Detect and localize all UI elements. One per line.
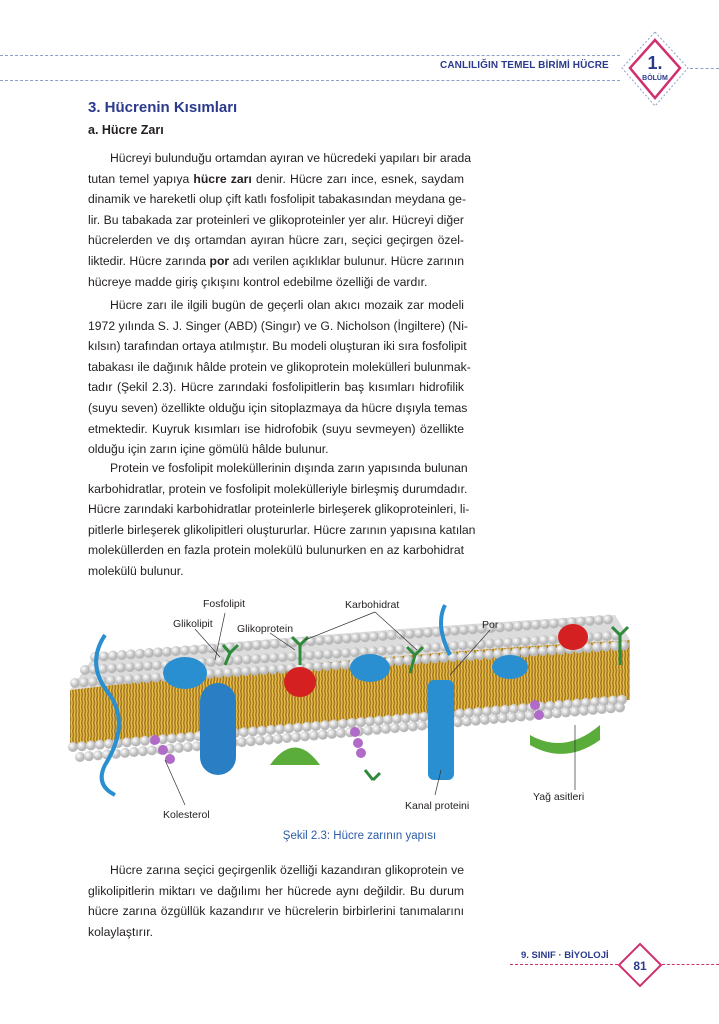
- phospholipid-head: [116, 663, 126, 673]
- phospholipid-head: [529, 647, 539, 657]
- phospholipid-head: [579, 706, 589, 716]
- phospholipid-head: [246, 736, 256, 746]
- phospholipid-head: [122, 737, 132, 747]
- text-segment: liktedir. Hücre zarında: [88, 253, 210, 268]
- phospholipid-head: [176, 733, 186, 743]
- phospholipid-head: [75, 752, 85, 762]
- label-por: Por: [482, 619, 499, 631]
- phospholipid-head: [518, 703, 528, 713]
- phospholipid-head: [494, 638, 504, 648]
- phospholipid-head: [151, 672, 161, 682]
- phospholipid-head: [455, 709, 465, 719]
- phospholipid-head: [509, 704, 519, 714]
- phospholipid-head: [88, 677, 98, 687]
- phospholipid-head: [450, 626, 460, 636]
- phospholipid-head: [467, 640, 477, 650]
- phospholipid-head: [543, 709, 553, 719]
- phospholipid-head: [522, 620, 532, 630]
- phospholipid-head: [475, 650, 485, 660]
- text-line: Hücre zarındaki karbohidratlar proteinlerle birleşerek glikoproteinleri, li-: [88, 502, 470, 517]
- phospholipid-head: [342, 634, 352, 644]
- text-line: Hücreyi bulunduğu ortamdan ayıran ve hücredeki yapıları bir arada: [110, 151, 472, 165]
- phospholipid-head: [482, 706, 492, 716]
- phospholipid-head: [332, 649, 342, 659]
- phospholipid-head: [549, 618, 559, 628]
- phospholipid-head: [408, 721, 418, 731]
- phospholipid-head: [360, 632, 370, 642]
- phospholipid-head: [322, 661, 332, 671]
- phospholipid-head: [241, 666, 251, 676]
- phospholipid-head: [464, 708, 474, 718]
- phospholipid-head: [77, 741, 87, 751]
- phospholipid-head: [525, 711, 535, 721]
- phospholipid-head: [365, 716, 375, 726]
- phospholipid-head: [93, 750, 103, 760]
- text-segment: adı verilen açıklıklar bulunur. Hücre zarının: [229, 253, 465, 268]
- phospholipid-head: [503, 637, 513, 647]
- phospholipid-head: [387, 630, 397, 640]
- phospholipid-head: [327, 729, 337, 739]
- phospholipid-head: [378, 631, 388, 641]
- phospholipid-head: [340, 660, 350, 670]
- phospholipid-head: [117, 650, 127, 660]
- phospholipid-head: [449, 641, 459, 651]
- phospholipid-head: [363, 726, 373, 736]
- text-line: karbohidratlar, protein ve fosfolipit molekülleriyle birleşmiş durumdadır.: [88, 481, 468, 496]
- phospholipid-head: [261, 640, 271, 650]
- phospholipid-head: [270, 639, 280, 649]
- phospholipid-head: [80, 665, 90, 675]
- phospholipid-head: [107, 663, 117, 673]
- phospholipid-head: [266, 725, 276, 735]
- phospholipid-head: [356, 717, 366, 727]
- phospholipid-head: [134, 661, 144, 671]
- phospholipid-head: [383, 715, 393, 725]
- phospholipid-head: [570, 707, 580, 717]
- phospholipid-head: [585, 616, 595, 626]
- phospholipid-head: [180, 645, 190, 655]
- phospholipid-head: [401, 713, 411, 723]
- phospholipid-head: [498, 713, 508, 723]
- phospholipid-head: [237, 737, 247, 747]
- phospholipid-head: [473, 707, 483, 717]
- phospholipid-head: [106, 676, 116, 686]
- unit-badge: [620, 30, 690, 110]
- phospholipid-head: [131, 737, 141, 747]
- phospholipid-head: [239, 727, 249, 737]
- phospholipid-head: [144, 648, 154, 658]
- paragraph: [88, 295, 471, 460]
- phospholipid-head: [268, 664, 278, 674]
- phospholipid-head: [421, 654, 431, 664]
- phospholipid-head: [338, 719, 348, 729]
- phospholipid-head: [147, 745, 157, 755]
- phospholipid-head: [381, 724, 391, 734]
- text-line: pitlerle birleşerek glikolipitleri oluştururlar. Hücre zarının yapısına katılan: [88, 522, 476, 537]
- phospholipid-head: [341, 648, 351, 658]
- phospholipid-head: [410, 713, 420, 723]
- footer-book-title: 9. SINIF · BİYOLOJİ: [521, 950, 609, 961]
- phospholipid-head: [277, 664, 287, 674]
- phospholipid-head: [386, 645, 396, 655]
- label-fosfolipit: Fosfolipit: [203, 598, 246, 610]
- paragraph: [88, 458, 476, 582]
- phospholipid-head: [394, 656, 404, 666]
- phospholipid-head: [516, 712, 526, 722]
- label-karbohidrat: Karbohidrat: [345, 599, 400, 611]
- phospholipid-head: [86, 740, 96, 750]
- phospholipid-head: [282, 733, 292, 743]
- phospholipid-head: [84, 751, 94, 761]
- phospholipid-head: [395, 645, 405, 655]
- section-subtitle: a. Hücre Zarı: [88, 123, 164, 137]
- phospholipid-head: [174, 743, 184, 753]
- phospholipid-head: [251, 654, 261, 664]
- phospholipid-head: [500, 705, 510, 715]
- text-line: tabakası ile dağınık hâlde protein ve glikoprotein molekülleri bulunmak-: [88, 359, 471, 374]
- paragraph: [88, 860, 464, 942]
- phospholipid-head: [99, 651, 109, 661]
- header-rule-top: [0, 55, 620, 56]
- text-segment: tutan temel yapıya: [88, 171, 194, 186]
- phospholipid-head: [531, 620, 541, 630]
- phospholipid-head: [273, 734, 283, 744]
- bold-term: por: [209, 253, 230, 268]
- phospholipid-head: [520, 647, 530, 657]
- phospholipid-head: [248, 726, 258, 736]
- phospholipid-head: [323, 649, 333, 659]
- phospholipid-head: [115, 675, 125, 685]
- text-line: olduğu için zarın içine gömülü hâlde bulunur.: [88, 442, 329, 457]
- phospholipid-head: [215, 656, 225, 666]
- phospholipid-head: [287, 652, 297, 662]
- phospholipid-head: [331, 660, 341, 670]
- phospholipid-head: [430, 653, 440, 663]
- phospholipid-head: [390, 723, 400, 733]
- phospholipid-head: [615, 702, 625, 712]
- phospholipid-head: [250, 666, 260, 676]
- phospholipid-head: [129, 747, 139, 757]
- phospholipid-head: [278, 652, 288, 662]
- phospholipid-head: [108, 651, 118, 661]
- phospholipid-head: [457, 652, 467, 662]
- phospholipid-head: [606, 703, 616, 713]
- phospholipid-head: [260, 653, 270, 663]
- figure-caption: Şekil 2.3: Hücre zarının yapısı: [282, 830, 437, 842]
- text-line: molekülü bulunur.: [88, 563, 184, 578]
- phospholipid-head: [417, 721, 427, 731]
- phospholipid-head: [333, 634, 343, 644]
- phospholipid-head: [484, 650, 494, 660]
- paragraph: [88, 148, 472, 292]
- phospholipid-head: [259, 665, 269, 675]
- phospholipid-head: [305, 650, 315, 660]
- phospholipid-head: [480, 715, 490, 725]
- phospholipid-head: [324, 635, 334, 645]
- phospholipid-head: [588, 705, 598, 715]
- phospholipid-head: [485, 639, 495, 649]
- phospholipid-head: [491, 706, 501, 716]
- phospholipid-head: [414, 628, 424, 638]
- page-number-badge: [617, 942, 663, 988]
- phospholipid-head: [471, 716, 481, 726]
- label-glikolipit: Glikolipit: [173, 618, 213, 630]
- phospholipid-head: [453, 717, 463, 727]
- peripheral-protein: [492, 655, 528, 679]
- phospholipid-head: [593, 632, 603, 642]
- phospholipid-head: [561, 707, 571, 717]
- phospholipid-head: [552, 708, 562, 718]
- phospholipid-head: [351, 633, 361, 643]
- text-line: Hücre zarına seçici geçirgenlik özelliği kazandıran glikoprotein ve: [110, 863, 464, 877]
- phospholipid-head: [458, 640, 468, 650]
- text-line: hücrelerden ve dış ortamdan ayıran hücre zarı, seçici geçirgen özel-: [88, 233, 464, 248]
- header-rule-bottom: [0, 80, 620, 81]
- phospholipid-head: [279, 638, 289, 648]
- phospholipid-head: [374, 716, 384, 726]
- text-line: etmektedir. Kuyruk kısımları ise hidrofobik (suyu sevmeyen) özellikte: [88, 421, 464, 436]
- section-title: 3. Hücrenin Kısımları: [88, 99, 238, 116]
- phospholipid-head: [601, 642, 611, 652]
- phospholipid-head: [311, 721, 321, 731]
- phospholipid-head: [95, 740, 105, 750]
- phospholipid-head: [126, 649, 136, 659]
- phospholipid-head: [350, 647, 360, 657]
- text-line: tadır (Şekil 2.3). Hücre zarındaki fosfolipitlerin baş kısımları hidrofilik: [88, 380, 464, 395]
- phospholipid-head: [252, 640, 262, 650]
- phospholipid-head: [459, 625, 469, 635]
- phospholipid-head: [302, 722, 312, 732]
- phospholipid-head: [291, 732, 301, 742]
- header-rule-right: [690, 68, 719, 69]
- phospholipid-head: [462, 716, 472, 726]
- phospholipid-head: [603, 615, 613, 625]
- phospholipid-head: [466, 651, 476, 661]
- phospholipid-head: [255, 735, 265, 745]
- phospholipid-head: [257, 726, 267, 736]
- phospholipid-head: [521, 636, 531, 646]
- phospholipid-head: [68, 742, 78, 752]
- phospholipid-head: [223, 668, 233, 678]
- phospholipid-head: [592, 642, 602, 652]
- phospholipid-head: [320, 720, 330, 730]
- phospholipid-head: [347, 718, 357, 728]
- text-line: glikolipitlerin miktarı ve dağılımı her hücrede aynı değildir. Bu durum: [88, 883, 464, 898]
- phospholipid-head: [405, 629, 415, 639]
- phospholipid-head: [135, 649, 145, 659]
- phospholipid-head: [162, 647, 172, 657]
- bold-term: hücre zarı: [193, 171, 252, 186]
- phospholipid-head: [507, 712, 517, 722]
- phospholipid-head: [314, 650, 324, 660]
- label-kolesterol: Kolesterol: [163, 809, 210, 821]
- text-line: kılsın) tarafından ortaya atılmıştır. Bu modeli oluşturan iki sıra fosfolipit: [88, 339, 467, 354]
- phospholipid-head: [315, 636, 325, 646]
- peripheral-protein: [163, 657, 207, 689]
- phospholipid-head: [392, 714, 402, 724]
- phospholipid-head: [431, 642, 441, 652]
- phospholipid-head: [539, 635, 549, 645]
- phospholipid-head: [214, 668, 224, 678]
- phospholipid-head: [313, 661, 323, 671]
- phospholipid-head: [318, 730, 328, 740]
- text-line: lir. Bu tabakada zar proteinleri ve glikoproteinler yer alır. Hücreyi diğer: [88, 212, 464, 227]
- phospholipid-head: [419, 712, 429, 722]
- peripheral-protein-inner: [530, 725, 600, 754]
- phospholipid-head: [489, 714, 499, 724]
- text-line: Hücre zarı ile ilgili bugün de geçerli olan akıcı mozaik zar modeli: [110, 298, 464, 312]
- phospholipid-head: [513, 621, 523, 631]
- phospholipid-head: [243, 641, 253, 651]
- chapter-title: CANLILIĞIN TEMEL BİRİMİ HÜCRE: [440, 60, 609, 71]
- integral-protein: [200, 683, 236, 775]
- text-line: [88, 169, 464, 190]
- phospholipid-head: [597, 704, 607, 714]
- phospholipid-head: [300, 731, 310, 741]
- phospholipid-head: [167, 733, 177, 743]
- text-segment: denir. Hücre zarı ince, esnek, saydam: [251, 171, 464, 186]
- phospholipid-head: [198, 644, 208, 654]
- footer-rule-right: [662, 964, 719, 965]
- phospholipid-head: [232, 667, 242, 677]
- phospholipid-head: [284, 723, 294, 733]
- phospholipid-head: [293, 723, 303, 733]
- phospholipid-head: [369, 632, 379, 642]
- phospholipid-head: [377, 646, 387, 656]
- glycoprotein: [558, 624, 588, 650]
- phospholipid-head: [233, 655, 243, 665]
- phospholipid-head: [275, 724, 285, 734]
- phospholipid-head: [185, 732, 195, 742]
- phospholipid-head: [133, 674, 143, 684]
- phospholipid-head: [120, 748, 130, 758]
- text-line: hücreye madde giriş çıkışını kontrol edebilme özelliği de vardır.: [88, 274, 428, 289]
- phospholipid-head: [269, 653, 279, 663]
- phospholipid-head: [153, 647, 163, 657]
- phospholipid-head: [140, 736, 150, 746]
- channel-protein: [428, 680, 454, 780]
- glycoprotein: [284, 667, 316, 697]
- phospholipid-head: [594, 615, 604, 625]
- phospholipid-head: [538, 646, 548, 656]
- phospholipid-head: [206, 657, 216, 667]
- text-line: hücre zarına özgüllük kazandırır ve hücrelerin birbirlerini tanımalarını: [88, 904, 464, 919]
- unit-number: 1.: [647, 53, 663, 73]
- phospholipid-head: [125, 662, 135, 672]
- phospholipid-head: [329, 720, 339, 730]
- page-number: 81: [633, 959, 647, 973]
- phospholipid-head: [142, 673, 152, 683]
- text-line: Protein ve fosfolipit moleküllerinin dışında zarın yapısında bulunan: [110, 461, 468, 475]
- label-kanal-proteini: Kanal proteini: [405, 800, 470, 812]
- phospholipid-head: [548, 635, 558, 645]
- phospholipid-head: [124, 674, 134, 684]
- phospholipid-head: [70, 678, 80, 688]
- phospholipid-head: [396, 630, 406, 640]
- text-line: 1972 yılında S. J. Singer (ABD) (Singır) ve G. Nicholson (İngiltere) (Ni-: [88, 318, 468, 333]
- phospholipid-head: [152, 660, 162, 670]
- unit-label: BÖLÜM: [642, 75, 668, 82]
- phospholipid-head: [540, 619, 550, 629]
- text-line: (suyu seven) özellikte olduğu için sitoplazmaya da hücre dışıyla temas: [88, 400, 468, 415]
- phospholipid-head: [602, 631, 612, 641]
- phospholipid-head: [336, 728, 346, 738]
- phospholipid-head: [468, 624, 478, 634]
- phospholipid-head: [309, 731, 319, 741]
- phospholipid-head: [547, 645, 557, 655]
- text-line: kolaylaştırır.: [88, 924, 154, 939]
- text-line: moleküllerden en fazla protein molekülü bulunurken en az karbohidrat: [88, 543, 465, 558]
- text-line: [88, 251, 464, 272]
- phospholipid-head: [399, 722, 409, 732]
- phospholipid-head: [264, 735, 274, 745]
- phospholipid-head: [171, 646, 181, 656]
- phospholipid-head: [530, 636, 540, 646]
- peripheral-protein: [350, 654, 390, 682]
- label-yag-asitleri: Yağ asitleri: [533, 791, 585, 803]
- phospholipid-head: [189, 645, 199, 655]
- label-glikoprotein: Glikoprotein: [237, 623, 294, 635]
- phospholipid-head: [79, 677, 89, 687]
- phospholipid-head: [372, 725, 382, 735]
- phospholipid-head: [143, 661, 153, 671]
- phospholipid-head: [242, 654, 252, 664]
- phospholipid-head: [423, 628, 433, 638]
- phospholipid-head: [504, 622, 514, 632]
- text-line: dinamik ve hareketli olup çift katlı fosfolipit tabakasından meydana ge-: [88, 192, 467, 207]
- peripheral-protein-inner: [270, 748, 320, 766]
- phospholipid-head: [183, 742, 193, 752]
- phospholipid-head: [138, 746, 148, 756]
- phospholipid-head: [512, 637, 522, 647]
- footer-rule-left: [510, 964, 618, 965]
